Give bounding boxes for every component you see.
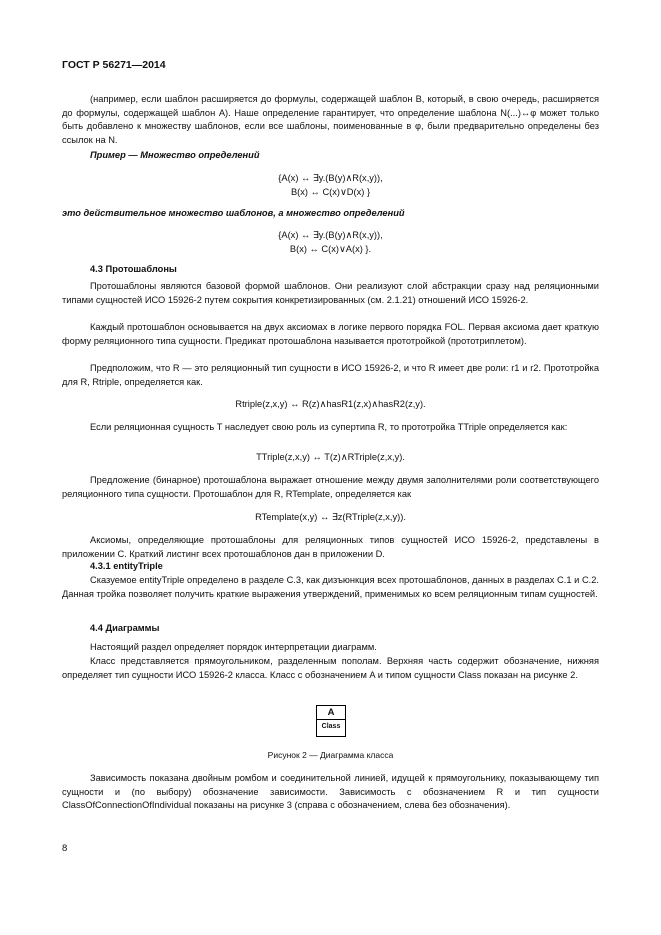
formula-set-2-line-1: {A(x) ↔ ∃y.(B(y)∧R(x,y)),	[278, 230, 383, 240]
formula-set-1	[62, 171, 599, 199]
formula-ttriple: TTriple(z,x,y) ↔ T(z)∧RTriple(z,x,y).	[256, 452, 405, 462]
formula-rtemplate: RTemplate(x,y) ↔ ∃z(RTriple(z,x,y)).	[255, 512, 406, 522]
paragraph-4-3-e: Предложение (бинарное) протошаблона выражает отношение между двумя заполнителями роли соответствующего реляционного типа сущности. Протошаблон для R, RTemplate, определяется как	[62, 475, 599, 499]
formula-set-2	[62, 228, 599, 256]
paragraph-4-3-1: Сказуемое entityTriple определено в разделе C.3, как дизъюнкция всех протошаблонов, данных в разделах C.1 и C.2. Данная тройка позволяет получить краткие выражения утверждений, применимых ко всем реляционным типам сущностей.	[62, 575, 599, 599]
paragraph-4-4-a: Настоящий раздел определяет порядок интерпретации диаграмм.	[90, 642, 377, 652]
class-diagram-figure	[316, 705, 346, 737]
page-header: ГОСТ Р 56271—2014	[62, 59, 166, 71]
paragraph-4-3-d: Если реляционная сущность T наследует свою роль из супертипа R, то прототройка TTriple определяется как:	[90, 422, 568, 432]
paragraph-4-4-c: Зависимость показана двойным ромбом и соединительной линией, идущей к прямоугольнику, показывающему тип сущности и (по выбору) обозначение зависимости. Зависимость с обозначением R и тип сущности ClassOfConnectionOfIndividual показаны на рисунке 3 (справа с обозначением, слева без обозначения).	[62, 773, 599, 811]
paragraph-4-3-f: Аксиомы, определяющие протошаблоны для реляционных типов сущностей ИСО 15926-2, представлены в приложении C. Краткий листинг всех протошаблонов дан в приложении D.	[62, 535, 599, 559]
example-valid-text: это действительное множество шаблонов, а множество определений	[62, 208, 405, 218]
paragraph-4-3-b: Каждый протошаблон основывается на двух аксиомах в логике первого порядка FOL. Первая аксиома дает краткую форму реляционного типа сущности. Предикат протошаблона называется прототройкой (прототриплетом).	[62, 322, 599, 346]
section-heading-4-3: 4.3 Протошаблоны	[90, 264, 177, 274]
formula-rtriple: Rtriple(z,x,y) ↔ R(z)∧hasR1(z,x)∧hasR2(z,y).	[235, 399, 426, 409]
example-title: Пример — Множество определений	[90, 150, 260, 160]
paragraph-4-3-c: Предположим, что R — это реляционный тип сущности в ИСО 15926-2, и что R имеет две роли: r1 и r2. Прототройка для R, Rtriple, определяется как.	[62, 363, 599, 387]
formula-set-1-line-2: B(x) ↔ C(x)∨D(x) }	[290, 187, 371, 197]
formula-set-1-line-1: {A(x) ↔ ∃y.(B(y)∧R(x,y)),	[278, 173, 383, 183]
class-diagram-designation: A	[317, 706, 345, 720]
section-heading-4-4: 4.4 Диаграммы	[90, 623, 160, 633]
section-heading-4-3-1: 4.3.1 entityTriple	[90, 561, 163, 571]
paragraph-4-3-a: Протошаблоны являются базовой формой шаблонов. Они реализуют слой абстракции сразу над реляционными типами сущностей ИСО 15926-2 путем сокрытия конкретизированных (см. 2.1.21) отношений ИСО 15926-2.	[62, 281, 599, 305]
class-diagram-entity-type: Class	[321, 723, 341, 730]
page-number: 8	[62, 843, 68, 854]
paragraph-4-4-b: Класс представляется прямоугольником, разделенным пополам. Верхняя часть содержит обозначение, нижняя определяет тип сущности ИСО 15926-2 класса. Класс с обозначением A и типом сущности Class показан на рисунке 2.	[62, 656, 599, 680]
paragraph-intro: (например, если шаблон расширяется до формулы, содержащей шаблон B, который, в свою очередь, расширяется до формулы, содержащей шаблон A). Наше определение гарантирует, что определение шаблона N(...)↔φ может только быть добавлено к множеству шаблонов, если все шаблоны, поименованные в φ, были предварительно определены без ссылок на N.	[62, 94, 599, 145]
figure-caption: Рисунок 2 — Диаграмма класса	[267, 750, 394, 760]
formula-set-2-line-2: B(x) ↔ C(x)∨A(x) }.	[289, 244, 372, 254]
